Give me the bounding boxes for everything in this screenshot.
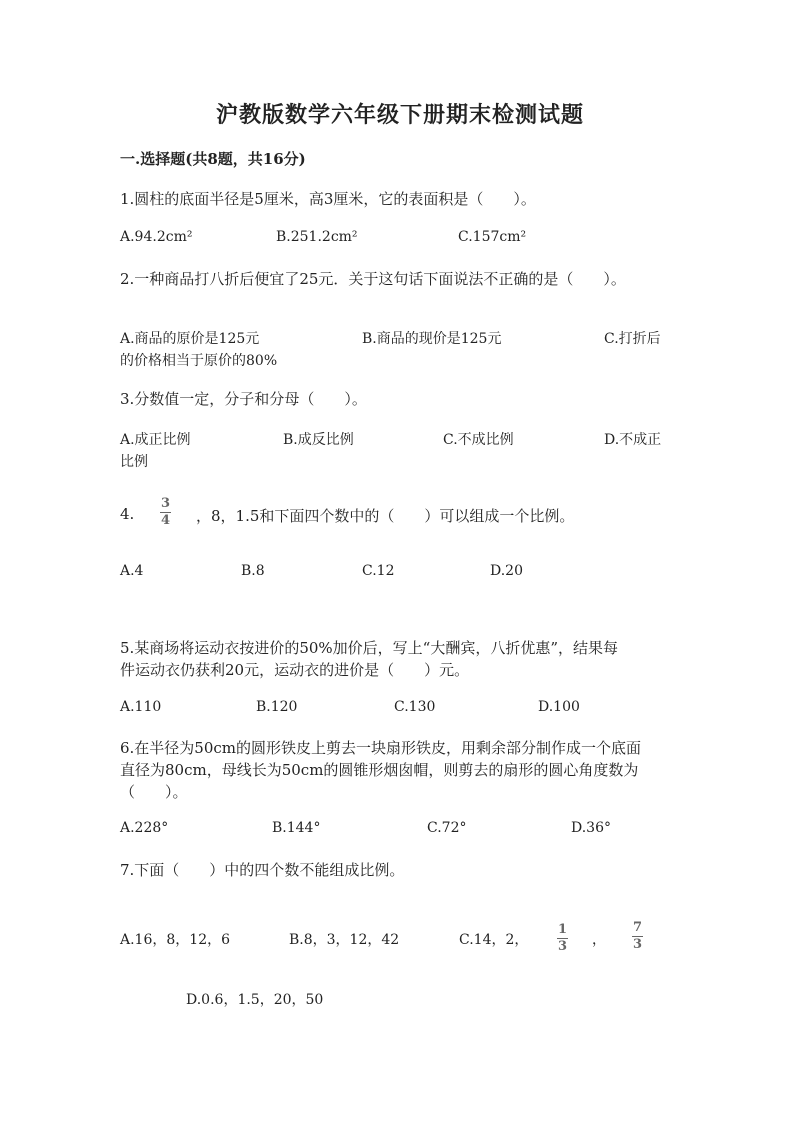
question-3-option-c: C.不成比例 xyxy=(443,432,514,448)
fraction-denominator: 3 xyxy=(632,937,643,952)
question-5-option-a: A.110 xyxy=(120,699,162,715)
question-1-stem: 1.圆柱的底面半径是5厘米，高3厘米，它的表面积是（ ）。 xyxy=(120,190,536,208)
fraction-numerator: 1 xyxy=(557,922,568,937)
question-4-fraction xyxy=(160,497,171,528)
question-3-option-d: D.不成正 xyxy=(604,432,662,448)
fraction-denominator: 4 xyxy=(160,513,171,528)
fraction-numerator: 7 xyxy=(632,920,643,935)
question-7-option-a: A.16，8，12，6 xyxy=(120,932,231,948)
question-6-option-a: A.228° xyxy=(120,820,169,836)
question-3-option-b: B.成反比例 xyxy=(283,432,354,448)
question-7-stem: 7.下面（ ）中的四个数不能组成比例。 xyxy=(120,861,405,879)
question-7-option-c-separator: ， xyxy=(592,932,606,948)
question-4-option-b: B.8 xyxy=(241,563,265,579)
question-7-option-b: B.8，3，12，42 xyxy=(289,932,400,948)
question-7-option-d: D.0.6，1.5，20，50 xyxy=(186,992,324,1008)
question-6-option-c: C.72° xyxy=(427,820,467,836)
question-4-option-c: C.12 xyxy=(362,563,395,579)
fraction-numerator: 3 xyxy=(160,496,171,511)
fraction-denominator: 3 xyxy=(557,939,568,954)
question-6-option-d: D.36° xyxy=(571,820,611,836)
question-5-option-c: C.130 xyxy=(394,699,436,715)
question-1-option-a: A.94.2cm² xyxy=(120,229,193,245)
question-7-fraction-1 xyxy=(557,923,568,954)
question-5-stem-line-2: 件运动衣仍获利20元，运动衣的进价是（ ）元。 xyxy=(120,661,470,679)
question-6-stem-line-3: （ ）。 xyxy=(120,783,188,801)
question-3-stem: 3.分数值一定，分子和分母（ ）。 xyxy=(120,390,367,408)
question-5-option-b: B.120 xyxy=(256,699,298,715)
question-4-option-a: A.4 xyxy=(120,563,144,579)
section-heading: 一.选择题(共8题，共16分) xyxy=(120,150,306,168)
question-4-number: 4. xyxy=(120,505,135,523)
question-5-option-d: D.100 xyxy=(538,699,580,715)
question-1-option-b: B.251.2cm² xyxy=(276,229,358,245)
question-2-stem: 2.一种商品打八折后便宜了25元．关于这句话下面说法不正确的是（ ）。 xyxy=(120,270,626,288)
question-3-option-a: A.成正比例 xyxy=(120,432,191,448)
question-2-option-c-continued: 的价格相当于原价的80% xyxy=(120,353,278,369)
question-6-stem-line-2: 直径为80cm，母线长为50cm的圆锥形烟囱帽，则剪去的扇形的圆心角度数为 xyxy=(120,761,639,779)
question-6-stem-line-1: 6.在半径为50cm的圆形铁皮上剪去一块扇形铁皮，用剩余部分制作成一个底面 xyxy=(120,739,642,757)
question-7-option-c: C.14，2， xyxy=(459,932,529,948)
question-2-option-a: A.商品的原价是125元 xyxy=(120,331,260,347)
question-4-option-d: D.20 xyxy=(490,563,523,579)
question-6-option-b: B.144° xyxy=(272,820,321,836)
page-title: 沪教版数学六年级下册期末检测试题 xyxy=(215,102,584,128)
question-2-option-c: C.打折后 xyxy=(604,331,661,347)
question-1-option-c: C.157cm² xyxy=(458,229,527,245)
question-7-fraction-2 xyxy=(632,921,643,952)
question-3-option-d-continued: 比例 xyxy=(120,454,148,470)
question-4-stem: ，8，1.5和下面四个数中的（ ）可以组成一个比例。 xyxy=(196,507,575,525)
question-2-option-b: B.商品的现价是125元 xyxy=(362,331,502,347)
question-5-stem-line-1: 5.某商场将运动衣按进价的50%加价后，写上“大酬宾，八折优惠”，结果每 xyxy=(120,639,618,657)
